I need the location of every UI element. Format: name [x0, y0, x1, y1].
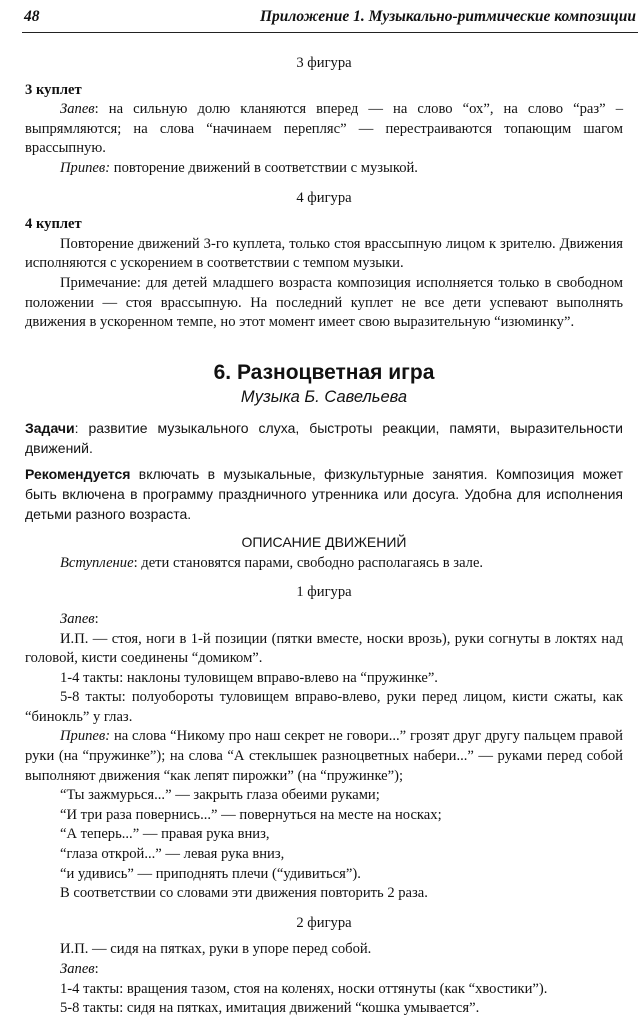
zapev-colon: :: [94, 610, 99, 627]
intro-label: Вступление: [60, 554, 134, 571]
fig1-ip: И.П. — стоя, ноги в 1-й позиции (пятки вместе, носки врозь), руки согнуты в локтях над головой, кисти соединены “домиком”.: [25, 630, 623, 667]
fig1-lyric-line: “А теперь...” — правая рука вниз,: [60, 826, 270, 843]
intro-text: : дети становятся парами, свободно располагаясь в зале.: [133, 554, 484, 571]
pripev-text: повторение движений в соответствии с музыкой.: [110, 159, 418, 176]
page-body: [25, 44, 623, 1019]
recommend-text: включать в музыкальные, физкультурные занятия. Композиция может быть включена в программу праздничного утренника или досуга. Удобна для исполнения детьми разного возраста.: [25, 465, 623, 522]
fig1-zapev-heading: [25, 610, 623, 630]
zapev-label: Запев: [60, 610, 95, 627]
page-number: 48: [24, 8, 40, 25]
tasks-text: : развитие музыкального слуха, быстроты реакции, памяти, выразительности движений.: [25, 419, 623, 456]
description-heading: ОПИСАНИЕ ДВИЖЕНИЙ: [241, 533, 407, 550]
fig1-takt-5-8: 5-8 такты: полуобороты туловищем вправо-влево, руки перед лицом, кисти сжаты, как “бинокль” у глаз.: [25, 689, 623, 725]
fig1-lyric-line: “глаза открой...” — левая рука вниз,: [60, 846, 285, 863]
fig2-takt-1-4: 1-4 такты: вращения тазом, стоя на коленях, носки оттянуты (как “хвостики”).: [60, 980, 548, 997]
fig2-zapev-heading: [25, 960, 623, 980]
fig2-ip: И.П. — сидя на пятках, руки в упоре перед собой.: [60, 941, 372, 958]
section-title: 6. Разноцветная игра: [213, 360, 435, 384]
verse-3-pripev: [25, 159, 623, 179]
zapev-text: : на сильную долю кланяются вперед — на слово “ох”, на слово “раз” – выпрямляются; на слова “начинаем перепляс” — перестраиваются топающим шагом врассыпную.: [25, 101, 623, 157]
verse-4-heading: 4 куплет: [25, 216, 82, 233]
zapev-label: Запев: [60, 101, 95, 118]
recommend-label: Рекомендуется: [25, 465, 131, 482]
fig1-pripev: [25, 727, 623, 786]
fig1-takt-1-4: 1-4 такты: наклоны туловищем вправо-влево на “пружинке”.: [60, 669, 438, 686]
recommend-paragraph: [25, 464, 623, 524]
running-title: Приложение 1. Музыкально-ритмические композиции: [259, 8, 636, 25]
fig2-takt-5-8: 5-8 такты: сидя на пятках, имитация движений “кошка умывается”.: [60, 1000, 480, 1017]
intro-paragraph: [25, 554, 623, 574]
running-header: [22, 6, 638, 33]
fig1-lyric-line: “И три раза повернись...” — повернуться на месте на носках;: [60, 806, 442, 823]
verse-3-heading: 3 куплет: [25, 81, 82, 98]
section-subtitle: Музыка Б. Савельева: [240, 387, 408, 406]
verse-3-zapev: [25, 100, 623, 159]
verse-4-text: Повторение движений 3-го куплета, только стоя врассыпную лицом к зрителю. Движения исполняются с ускорением в соответствии с темпом музыки.: [25, 235, 623, 272]
figure-4-heading: 4 фигура: [296, 189, 352, 206]
tasks-label: Задачи: [25, 419, 75, 436]
zapev-label: Запев: [60, 961, 95, 977]
fig1-repeat: В соответствии со словами эти движения повторить 2 раза.: [60, 885, 428, 902]
fig1-lyric-line: “и удивись” — приподнять плечи (“удивиться”).: [60, 865, 361, 882]
note-paragraph: Примечание: для детей младшего возраста композиция исполняется только в свободном положении — стоя врассыпную. На последний куплет не все дети успевают выполнять движения в ускоренном темпе, но этот момент имеет свою выразительную “изюминку”.: [25, 274, 623, 331]
pripev-label: Припев:: [60, 728, 111, 745]
figure-1-heading: 1 фигура: [296, 584, 352, 601]
tasks-paragraph: [25, 418, 623, 458]
figure-2-heading: 2 фигура: [296, 914, 352, 931]
pripev-label: Припев:: [60, 159, 111, 176]
figure-3-heading: 3 фигура: [296, 55, 352, 71]
zapev-colon: :: [94, 961, 99, 977]
pripev-text: на слова “Никому про наш секрет не говори...” грозят друг другу пальцем правой руки (на “пружинке”); на слова “А стеклышек разноцветных набери...” — руками перед собой выполняют движения “как лепят пирожки” (на “пружинке”);: [25, 728, 623, 784]
fig1-lyric-line: “Ты зажмурься...” — закрыть глаза обеими руками;: [60, 787, 380, 804]
